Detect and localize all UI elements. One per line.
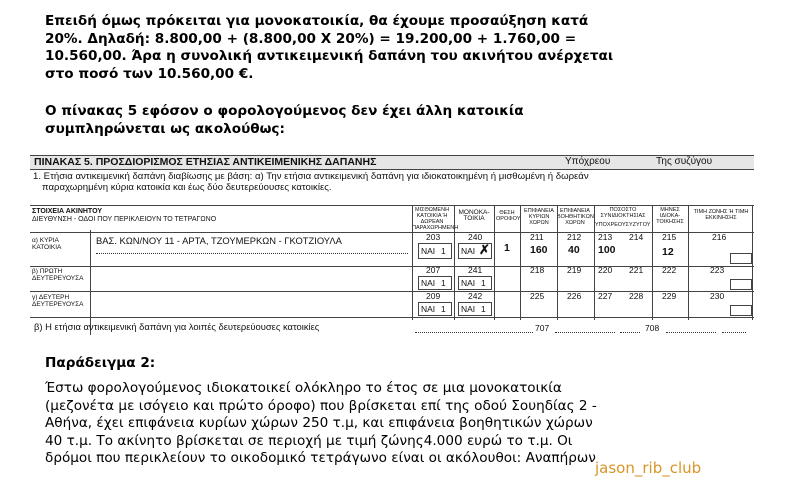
grid-line (594, 205, 595, 320)
intro-paragraph-1 (45, 13, 645, 83)
code-label: 226 (567, 291, 582, 301)
yes-label: ΝΑΙ (461, 246, 476, 256)
aux-area-value: 40 (568, 244, 580, 256)
code-label: 230 (710, 291, 725, 301)
yes-label: ΝΑΙ (421, 278, 436, 288)
example-line: 40 τ.μ. Το ακίνητο βρίσκεται σε περιοχή με τιμή ζώνης4.000 ευρώ το τ.μ. Οι (45, 432, 573, 449)
property-header: ΣΤΟΙΧΕΙΑ ΑΚΙΝΗΤΟΥ (32, 208, 102, 215)
grid-line (752, 205, 753, 320)
watermark: jason_rib_club (595, 459, 702, 477)
intro-paragraph-2 (45, 103, 645, 138)
intro-line: 10.560,00. Άρα η συνολική αντικειμενική δαπάνη του ακινήτου ανέρχεται (45, 48, 614, 64)
code-label: 223 (710, 265, 725, 275)
grid-line (30, 266, 754, 267)
code-707: 707 (535, 323, 550, 333)
col-months: ΜΗΝΕΣ ΙΔΙΟΚΑ-ΤΟΙΚΗΣΗΣ (656, 207, 684, 225)
col-main-area: ΕΠΙΦΑΝΕΙΑ ΚΥΡΙΩΝ ΧΩΡΩΝ (524, 208, 554, 226)
code-label: 209 (426, 291, 441, 301)
code-label: 219 (567, 265, 582, 275)
example-line: δρόμοι που περικλείουν το οικοδομικό τετράγωνο είναι οι ακόλουθοι: Αναπήρων (45, 450, 596, 466)
example-paragraph (45, 380, 745, 468)
zone-box[interactable] (730, 279, 752, 290)
yes-label: ΝΑΙ (421, 246, 436, 256)
yes-label: ΝΑΙ (421, 304, 436, 314)
grid-line (412, 205, 413, 320)
col-share: ΠΟΣΟΣΤΟ ΣΥΝΙΔΙΟΚΤΗΣΙΑΣ (600, 207, 646, 219)
code-label: 218 (530, 265, 545, 275)
section-b-label: β) Η ετήσια αντικειμενική δαπάνη για λοιπές δευτερεύουσες κατοικίες (34, 321, 320, 332)
code-label: 203 (426, 232, 441, 242)
col-spouse: Της συζύγου (656, 156, 713, 167)
code-label: 214 (629, 232, 644, 242)
table-5-form (30, 155, 754, 337)
intro-line: Επειδή όμως πρόκειται για μονοκατοικία, θα έχουμε προσαύξηση κατά (45, 13, 589, 29)
intro-line: στο ποσό των 10.560,00 €. (45, 65, 254, 82)
dotted-line (96, 253, 408, 254)
zone-box[interactable] (730, 305, 752, 316)
col-share-spouse: ΣΥΖΥΓΟΥ (625, 222, 651, 228)
row-label-second: β) ΠΡΩΤΗ ΔΕΥΤΕΡΕΥΟΥΣΑ (32, 268, 84, 282)
example-line: Έστω φορολογούμενος ιδιοκατοικεί ολόκληρο το έτος σε μια μονοκατοικία (45, 380, 562, 396)
col-aux-area: ΕΠΙΦΑΝΕΙΑ ΒΟΗΘΗΤΙΚΩΝ ΧΩΡΩΝ (557, 208, 594, 226)
grid-line (30, 317, 754, 318)
row-label-main: α) ΚΥΡΙΑ ΚΑΤΟΙΚΙΑ (32, 237, 62, 251)
code-label: 207 (426, 265, 441, 275)
one-label: 1 (441, 246, 446, 256)
floor-value: 1 (504, 242, 510, 254)
yes-label: ΝΑΙ (461, 278, 476, 288)
section-1-line-1: 1. Ετήσια αντικειμενική δαπάνη διαβίωσης με βάση: α) Την ετήσια αντικειμενική δαπάνη για ιδιοκατοικημένη ή μισθωμένη ή δωρεάν (33, 171, 589, 182)
section-1-line-2: παραχωρημένη κύρια κατοικία και έως δύο δευτερεύουσες κατοικίες. (42, 182, 332, 193)
col-share-taxpayer: ΥΠΟΧΡΕΟΥ (595, 222, 626, 228)
grid-line (520, 205, 521, 320)
code-label: 216 (712, 232, 727, 242)
code-label: 240 (468, 232, 483, 242)
code-label: 227 (598, 291, 613, 301)
example-heading: Παράδειγμα 2: (45, 355, 156, 371)
months-value: 12 (662, 246, 674, 258)
code-label: 212 (567, 232, 582, 242)
form-title: ΠΙΝΑΚΑΣ 5. ΠΡΟΣΔΙΟΡΙΣΜΟΣ ΕΤΗΣΙΑΣ ΑΝΤΙΚΕΙΜΕΝΙΚΗΣ ΔΑΠΑΝΗΣ (34, 156, 377, 168)
col-taxpayer: Υπόχρεου (565, 156, 611, 167)
intro-line: Ο πίνακας 5 εφόσον ο φορολογούμενος δεν έχει άλλη κατοικία (45, 103, 524, 119)
one-label: 1 (481, 304, 486, 314)
code-label: 213 (598, 232, 613, 242)
grid-line (454, 205, 455, 320)
dotted-line (722, 332, 746, 333)
dotted-line (666, 332, 716, 333)
code-708: 708 (645, 323, 660, 333)
share-value: 100 (598, 244, 616, 256)
dotted-line (620, 332, 640, 333)
one-label: 1 (441, 304, 446, 314)
grid-line (494, 205, 495, 320)
code-label: 242 (468, 291, 483, 301)
col-detached: ΜΟΝΟΚΑ-ΤΟΙΚΙΑ (458, 209, 490, 222)
grid-line (90, 230, 91, 335)
check-mark-icon: ✗ (479, 242, 490, 257)
grid-line (557, 205, 558, 320)
one-label: 1 (441, 278, 446, 288)
example-line: Αθήνα, έχει επιφάνεια κυρίων χώρων 250 τ.μ, και επιφάνεια βοηθητικών χώρων (45, 415, 593, 431)
intro-line: συμπληρώνεται ως ακολούθως: (45, 120, 285, 137)
col-rented: ΜΙΣΘΩΜΕΝΗ ΚΑΤΟΙΚΙΑ Ή ΔΩΡΕΑΝ ΠΑΡΑΧΩΡΗΜΕΝΗ (412, 207, 459, 231)
main-address: ΒΑΣ. ΚΩΝ/ΝΟΥ 11 - ΑΡΤΑ, ΤΖΟΥΜΕΡΚΩΝ - ΓΚΟΤΖΙΟΥΛΑ (96, 235, 342, 246)
grid-line (688, 205, 689, 320)
one-label: 1 (481, 278, 486, 288)
code-label: 241 (468, 265, 483, 275)
code-label: 215 (662, 232, 677, 242)
divider (30, 205, 754, 206)
intro-line: 20%. Δηλαδή: 8.800,00 + (8.800,00 Χ 20%) = 19.200,00 + 1.760,00 = (45, 30, 577, 47)
code-label: 222 (662, 265, 677, 275)
col-floor: ΘΕΣΗ ΟΡΟΦΟΥ (496, 210, 521, 222)
yes-label: ΝΑΙ (461, 304, 476, 314)
grid-line (652, 205, 653, 320)
code-label: 221 (629, 265, 644, 275)
code-label: 228 (629, 291, 644, 301)
col-zone-price: ΤΙΜΗ ΖΩΝΗΣ Ή ΤΙΜΗ ΕΚΚΙΝΗΣΗΣ (693, 209, 749, 221)
example-line: (μεζονέτα με ισόγειο και πρώτο όροφο) που βρίσκεται επί της οδού Σουηδίας 2 - (45, 397, 597, 414)
code-label: 211 (530, 232, 544, 242)
row-label-third: γ) ΔΕΥΤΕΡΗ ΔΕΥΤΕΡΕΥΟΥΣΑ (32, 294, 84, 308)
zone-box[interactable] (730, 253, 752, 264)
dotted-line (555, 332, 615, 333)
code-label: 225 (530, 291, 545, 301)
code-label: 229 (662, 291, 677, 301)
main-area-value: 160 (530, 244, 548, 256)
dotted-line (415, 332, 533, 333)
grid-line (30, 232, 754, 233)
address-header: ΔΙΕΥΘΥΝΣΗ - ΟΔΟΙ ΠΟΥ ΠΕΡΙΚΛΕΙΟΥΝ ΤΟ ΤΕΤΡΑΓΩΝΟ (32, 216, 217, 223)
code-label: 220 (598, 265, 613, 275)
grid-line (30, 291, 754, 292)
